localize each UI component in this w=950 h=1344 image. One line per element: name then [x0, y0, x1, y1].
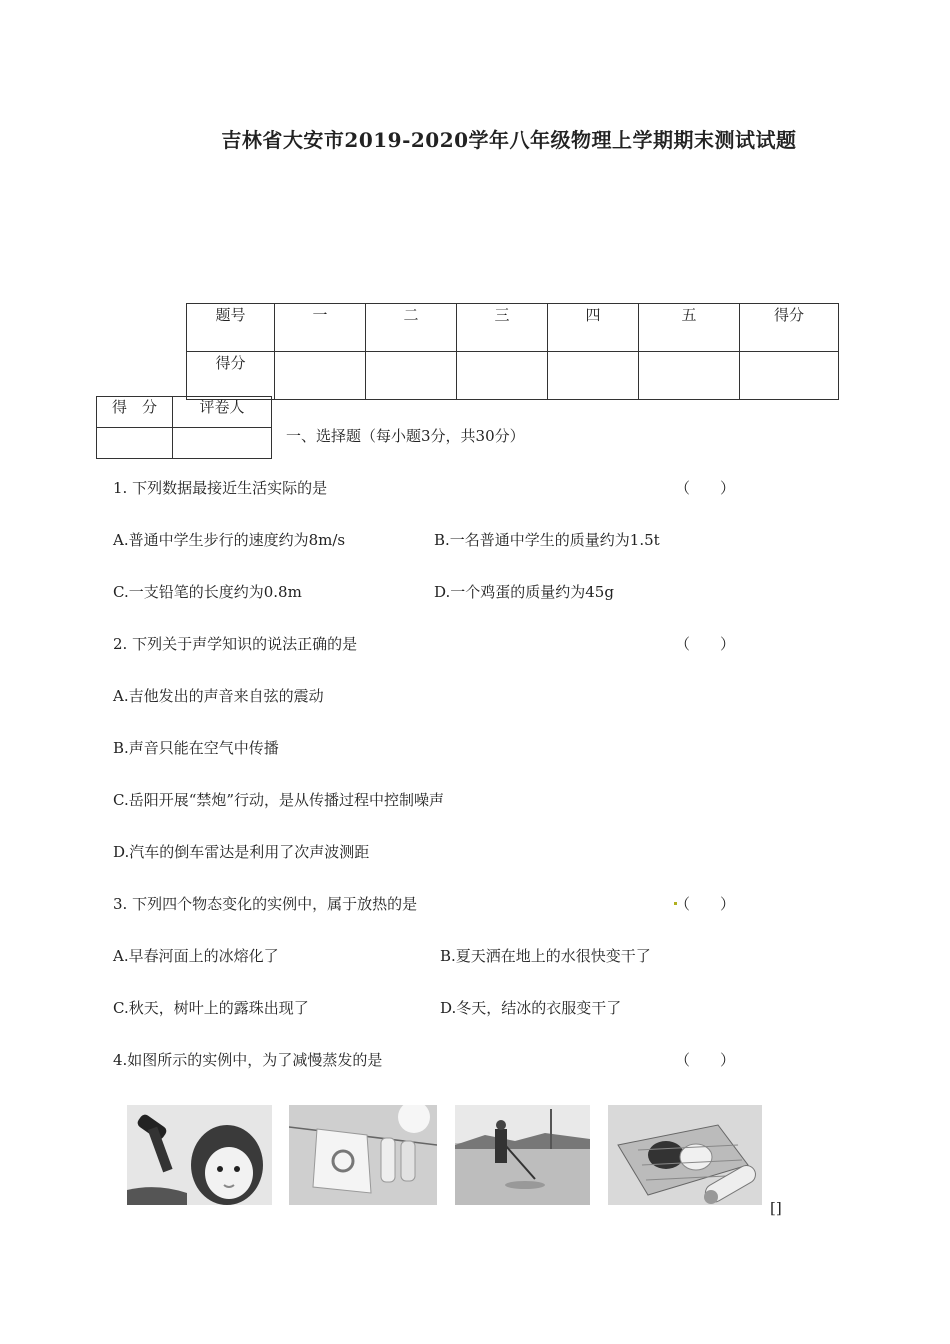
question-3-stem: 3. 下列四个物态变化的实例中，属于放热的是 — [113, 895, 418, 913]
grader-score-header: 得 分 — [97, 397, 173, 428]
grader-name-header: 评卷人 — [173, 397, 272, 428]
page-title: 吉林省大安市2019-2020学年八年级物理上学期期末测试试题 — [221, 128, 797, 152]
score-table — [186, 303, 839, 400]
question-3-option-c: C.秋天，树叶上的露珠出现了 — [113, 999, 309, 1017]
score-cell: 得分 — [187, 352, 275, 400]
grader-table — [96, 396, 272, 459]
score-table-header-row — [187, 304, 839, 352]
answer-paren: （ ） — [675, 1051, 736, 1069]
score-table-score-row — [187, 352, 839, 400]
answer-paren: （ ） — [675, 479, 736, 497]
score-input-cell — [457, 352, 548, 400]
hair-dryer-photo — [127, 1105, 272, 1205]
score-cell: 五 — [639, 304, 740, 352]
question-2-option-c: C.岳阳开展“禁炮”行动，是从传播过程中控制噪声 — [113, 791, 445, 809]
score-input-cell — [275, 352, 366, 400]
question-1-option-d: D.一个鸡蛋的质量约为45g — [434, 583, 614, 601]
question-2-stem: 2. 下列关于声学知识的说法正确的是 — [113, 635, 358, 653]
score-cell: 得分 — [740, 304, 839, 352]
question-3-option-d: D.冬天，结冰的衣服变干了 — [440, 999, 622, 1017]
question-4-stem: 4.如图所示的实例中，为了减慢蒸发的是 — [113, 1051, 383, 1069]
score-cell: 题号 — [187, 304, 275, 352]
question-1-option-a: A.普通中学生步行的速度约为8m/s — [113, 531, 346, 549]
score-input-cell — [366, 352, 457, 400]
question-1-stem: 1. 下列数据最接近生活实际的是 — [113, 479, 328, 497]
grader-score-cell — [97, 428, 173, 459]
score-input-cell — [548, 352, 639, 400]
question-2-option-b: B.声音只能在空气中传播 — [113, 739, 279, 757]
answer-paren: （ ） — [675, 635, 736, 653]
score-cell: 四 — [548, 304, 639, 352]
score-input-cell — [639, 352, 740, 400]
score-cell: 二 — [366, 304, 457, 352]
question-2-option-d: D.汽车的倒车雷达是利用了次声波测距 — [113, 843, 370, 861]
score-cell: 三 — [457, 304, 548, 352]
grader-name-cell — [173, 428, 272, 459]
plastic-wrap-vegetables-photo — [608, 1105, 762, 1205]
sweeping-water-photo — [455, 1105, 590, 1205]
question-2-option-a: A.吉他发出的声音来自弦的震动 — [113, 687, 324, 705]
question-3-option-a: A.早春河面上的冰熔化了 — [113, 947, 279, 965]
answer-paren: （ ） — [675, 895, 736, 913]
score-cell: 一 — [275, 304, 366, 352]
trailing-bracket: [] — [770, 1199, 782, 1217]
section-title: 一、选择题（每小题3分，共30分） — [286, 427, 525, 445]
question-1-option-b: B.一名普通中学生的质量约为1.5t — [434, 531, 660, 549]
question-1-option-c: C.一支铅笔的长度约为0.8m — [113, 583, 302, 601]
hanging-clothes-photo — [289, 1105, 437, 1205]
score-input-cell — [740, 352, 839, 400]
question-3-option-b: B.夏天洒在地上的水很快变干了 — [440, 947, 651, 965]
